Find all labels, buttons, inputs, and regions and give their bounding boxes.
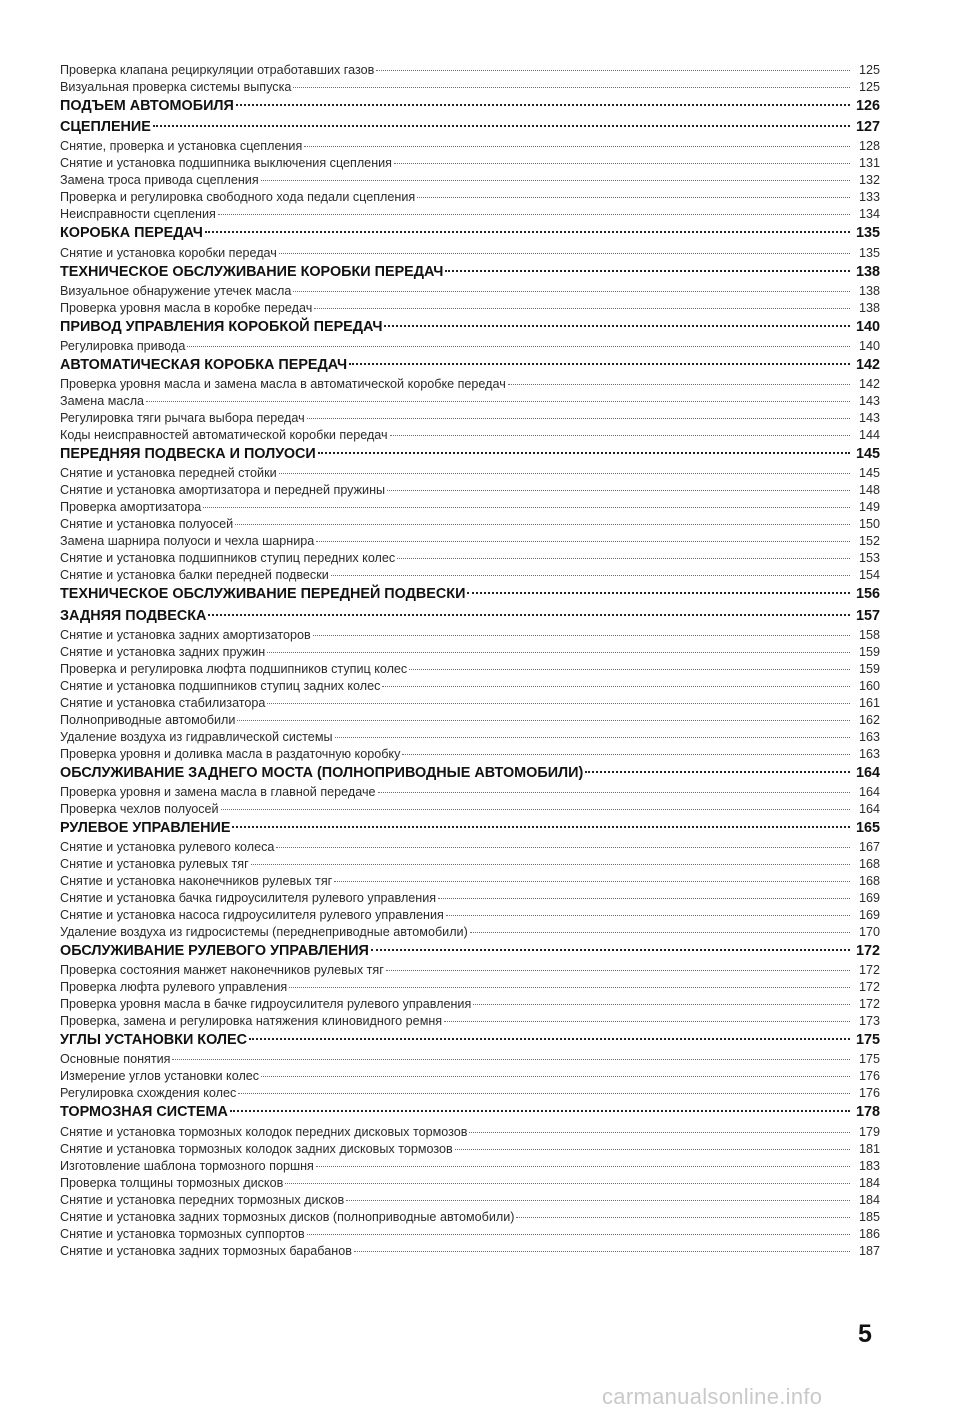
toc-subsection-entry — [60, 1226, 880, 1243]
entry-page-number: 175 — [855, 1032, 880, 1049]
entry-title: ОБСЛУЖИВАНИЕ ЗАДНЕГО МОСТА (ПОЛНОПРИВОДНЫЕ АВТОМОБИЛИ) — [60, 764, 584, 781]
entry-title: Регулировка схождения колес — [60, 1086, 237, 1101]
toc-subsection-entry — [60, 1068, 880, 1085]
entry-page-number: 164 — [858, 801, 880, 816]
entry-title: Удаление воздуха из гидросистемы (переднеприводные автомобили) — [60, 925, 468, 940]
toc-subsection-entry — [60, 1158, 880, 1175]
entry-title: Основные понятия — [60, 1052, 171, 1067]
entry-page-number: 176 — [858, 1069, 880, 1084]
dot-leader — [387, 490, 850, 491]
entry-title: Снятие и установка тормозных колодок задних дисковых тормозов — [60, 1141, 453, 1156]
dot-leader — [378, 792, 850, 793]
entry-title: Снятие и установка тормозных суппортов — [60, 1226, 305, 1241]
dot-leader — [203, 507, 850, 508]
dot-leader — [237, 720, 850, 721]
entry-title: Проверка чехлов полуосей — [60, 801, 219, 816]
toc-subsection-entry — [60, 155, 880, 172]
dot-leader — [335, 737, 850, 738]
entry-title: СЦЕПЛЕНИЕ — [60, 119, 151, 136]
toc-subsection-entry — [60, 644, 880, 661]
entry-page-number: 150 — [858, 517, 880, 532]
entry-title: ТОРМОЗНАЯ СИСТЕМА — [60, 1104, 228, 1121]
dot-leader — [289, 987, 850, 988]
toc-subsection-entry — [60, 206, 880, 223]
toc-subsection-entry — [60, 1243, 880, 1260]
dot-leader — [313, 635, 850, 636]
toc-subsection-entry — [60, 567, 880, 584]
entry-title: Проверка люфта рулевого управления — [60, 980, 288, 995]
dot-leader — [208, 614, 850, 616]
entry-page-number: 187 — [858, 1243, 880, 1258]
dot-leader — [376, 70, 850, 71]
dot-leader — [293, 291, 850, 292]
entry-title: Снятие и установка передних тормозных дисков — [60, 1192, 345, 1207]
dot-leader — [354, 1251, 850, 1252]
entry-title: Снятие и установка рулевых тяг — [60, 857, 249, 872]
entry-title: Снятие и установка стабилизатора — [60, 695, 266, 710]
entry-page-number: 164 — [858, 784, 880, 799]
toc-subsection-entry — [60, 533, 880, 550]
dot-leader — [261, 180, 850, 181]
dot-leader — [470, 932, 850, 933]
entry-title: Снятие и установка задних амортизаторов — [60, 627, 311, 642]
toc-subsection-entry — [60, 465, 880, 482]
entry-page-number: 126 — [855, 98, 880, 114]
table-of-contents — [60, 62, 880, 1260]
dot-leader — [304, 146, 850, 147]
toc-subsection-entry — [60, 172, 880, 189]
toc-subsection-entry — [60, 801, 880, 818]
dot-leader — [153, 125, 850, 127]
entry-page-number: 167 — [858, 840, 880, 855]
toc-subsection-entry — [60, 729, 880, 746]
toc-subsection-entry — [60, 907, 880, 924]
entry-page-number: 161 — [858, 695, 880, 710]
entry-page-number: 158 — [858, 627, 880, 642]
dot-leader — [238, 1093, 850, 1094]
toc-section-entry — [60, 763, 880, 784]
toc-subsection-entry — [60, 1013, 880, 1030]
toc-subsection-entry — [60, 962, 880, 979]
dot-leader — [446, 915, 850, 916]
entry-title: Проверка уровня масла и замена масла в автоматической коробке передач — [60, 377, 506, 392]
entry-page-number: 181 — [858, 1141, 880, 1156]
watermark: carmanualsonline.info — [602, 1384, 823, 1409]
entry-page-number: 163 — [858, 746, 880, 761]
dot-leader — [346, 1200, 850, 1201]
dot-leader — [394, 163, 850, 164]
entry-page-number: 154 — [858, 568, 880, 583]
entry-title: Проверка уровня и замена масла в главной передаче — [60, 784, 376, 799]
toc-section-entry — [60, 584, 880, 605]
entry-page-number: 156 — [855, 586, 880, 603]
toc-subsection-entry — [60, 890, 880, 907]
entry-title: Изготовление шаблона тормозного поршня — [60, 1158, 314, 1173]
dot-leader — [409, 669, 850, 670]
entry-page-number: 183 — [858, 1158, 880, 1173]
entry-page-number: 162 — [858, 712, 880, 727]
entry-page-number: 125 — [858, 80, 880, 94]
entry-title: Снятие и установка передней стойки — [60, 466, 277, 481]
entry-title: АВТОМАТИЧЕСКАЯ КОРОБКА ПЕРЕДАЧ — [60, 356, 348, 373]
entry-page-number: 172 — [858, 980, 880, 995]
dot-leader — [334, 881, 850, 882]
toc-subsection-entry — [60, 516, 880, 533]
entry-title: Проверка, замена и регулировка натяжения клиновидного ремня — [60, 1014, 443, 1029]
toc-subsection-entry — [60, 695, 880, 712]
entry-title: ЗАДНЯЯ ПОДВЕСКА — [60, 607, 207, 624]
entry-page-number: 127 — [855, 119, 880, 136]
dot-leader — [467, 592, 850, 594]
dot-leader — [318, 452, 850, 454]
toc-subsection-entry — [60, 189, 880, 206]
entry-title: ПОДЪЕМ АВТОМОБИЛЯ — [60, 98, 234, 114]
entry-title: Неисправности сцепления — [60, 207, 216, 222]
dot-leader — [349, 363, 850, 365]
toc-section-entry — [60, 317, 880, 338]
dot-leader — [585, 771, 850, 773]
entry-title: Снятие и установка подшипников ступиц передних колес — [60, 551, 396, 566]
toc-subsection-entry — [60, 245, 880, 262]
entry-page-number: 157 — [855, 607, 880, 624]
dot-leader — [146, 401, 850, 402]
dot-leader — [232, 826, 850, 828]
dot-leader — [267, 703, 850, 704]
toc-subsection-entry — [60, 873, 880, 890]
dot-leader — [261, 1076, 850, 1077]
dot-leader — [386, 970, 850, 971]
toc-subsection-entry — [60, 979, 880, 996]
entry-page-number: 168 — [858, 857, 880, 872]
toc-section-entry — [60, 96, 880, 117]
toc-subsection-entry — [60, 79, 880, 96]
toc-subsection-entry — [60, 138, 880, 155]
toc-subsection-entry — [60, 839, 880, 856]
toc-section-entry — [60, 1102, 880, 1123]
dot-leader — [267, 652, 850, 653]
entry-title: Снятие и установка подшипника выключения сцепления — [60, 156, 393, 171]
entry-page-number: 145 — [855, 446, 880, 463]
dot-leader — [371, 949, 850, 951]
entry-page-number: 132 — [858, 173, 880, 188]
toc-section-entry — [60, 117, 880, 138]
toc-subsection-entry — [60, 661, 880, 678]
entry-page-number: 169 — [858, 908, 880, 923]
toc-section-entry — [60, 223, 880, 244]
entry-title: Снятие и установка полуосей — [60, 517, 234, 532]
entry-title: Проверка толщины тормозных дисков — [60, 1175, 284, 1190]
dot-leader — [279, 473, 850, 474]
entry-page-number: 176 — [858, 1086, 880, 1101]
dot-leader — [249, 1038, 850, 1040]
toc-subsection-entry — [60, 499, 880, 516]
entry-page-number: 179 — [858, 1124, 880, 1139]
dot-leader — [445, 270, 850, 272]
entry-page-number: 135 — [855, 225, 880, 242]
entry-title: Снятие и установка насоса гидроусилителя рулевого управления — [60, 908, 444, 923]
entry-title: Визуальная проверка системы выпуска — [60, 80, 292, 94]
dot-leader — [508, 384, 850, 385]
entry-title: Снятие и установка тормозных колодок передних дисковых тормозов — [60, 1124, 468, 1139]
dot-leader — [469, 1132, 850, 1133]
entry-title: Снятие и установка задних тормозных дисков (полноприводные автомобили) — [60, 1209, 515, 1224]
dot-leader — [384, 325, 850, 327]
entry-page-number: 143 — [858, 411, 880, 426]
toc-subsection-entry — [60, 678, 880, 695]
entry-title: Проверка амортизатора — [60, 500, 202, 515]
toc-subsection-entry — [60, 376, 880, 393]
toc-section-entry — [60, 606, 880, 627]
entry-title: Проверка и регулировка люфта подшипников ступиц колес — [60, 661, 408, 676]
dot-leader — [285, 1183, 850, 1184]
entry-page-number: 138 — [858, 283, 880, 298]
dot-leader — [218, 214, 850, 215]
toc-section-entry — [60, 355, 880, 376]
entry-page-number: 143 — [858, 394, 880, 409]
entry-page-number: 160 — [858, 678, 880, 693]
dot-leader — [230, 1110, 850, 1112]
dot-leader — [314, 308, 850, 309]
toc-subsection-entry — [60, 1124, 880, 1141]
entry-page-number: 184 — [858, 1175, 880, 1190]
toc-subsection-entry — [60, 410, 880, 427]
toc-subsection-entry — [60, 1085, 880, 1102]
toc-subsection-entry — [60, 712, 880, 729]
entry-title: Снятие и установка задних тормозных барабанов — [60, 1243, 352, 1258]
dot-leader — [390, 435, 850, 436]
entry-page-number: 172 — [858, 997, 880, 1012]
entry-page-number: 135 — [858, 245, 880, 260]
dot-leader — [279, 253, 850, 254]
entry-title: Замена масла — [60, 394, 145, 409]
entry-title: УГЛЫ УСТАНОВКИ КОЛЕС — [60, 1032, 248, 1049]
entry-title: Замена шарнира полуоси и чехла шарнира — [60, 534, 315, 549]
dot-leader — [316, 1166, 850, 1167]
entry-page-number: 125 — [858, 63, 880, 77]
entry-title: Проверка уровня масла в коробке передач — [60, 300, 313, 315]
entry-page-number: 184 — [858, 1192, 880, 1207]
entry-title: Проверка состояния манжет наконечников рулевых тяг — [60, 963, 384, 978]
toc-subsection-entry — [60, 62, 880, 79]
entry-page-number: 134 — [858, 207, 880, 222]
dot-leader — [402, 754, 850, 755]
entry-title: ТЕХНИЧЕСКОЕ ОБСЛУЖИВАНИЕ ПЕРЕДНЕЙ ПОДВЕСКИ — [60, 586, 466, 603]
entry-page-number: 159 — [858, 661, 880, 676]
entry-page-number: 173 — [858, 1014, 880, 1029]
toc-section-entry — [60, 818, 880, 839]
dot-leader — [307, 418, 850, 419]
entry-title: Проверка уровня масла в бачке гидроусилителя рулевого управления — [60, 997, 472, 1012]
entry-title: Измерение углов установки колес — [60, 1069, 260, 1084]
toc-subsection-entry — [60, 924, 880, 941]
toc-subsection-entry — [60, 746, 880, 763]
entry-page-number: 142 — [855, 356, 880, 373]
toc-subsection-entry — [60, 627, 880, 644]
entry-title: Снятие и установка бачка гидроусилителя рулевого управления — [60, 891, 437, 906]
toc-subsection-entry — [60, 283, 880, 300]
toc-subsection-entry — [60, 427, 880, 444]
toc-subsection-entry — [60, 482, 880, 499]
dot-leader — [187, 346, 850, 347]
dot-leader — [293, 87, 850, 88]
entry-title: Снятие и установка наконечников рулевых тяг — [60, 874, 333, 889]
entry-page-number: 172 — [858, 963, 880, 978]
entry-title: Удаление воздуха из гидравлической системы — [60, 729, 333, 744]
entry-title: Снятие и установка балки передней подвески — [60, 568, 329, 583]
entry-title: Снятие, проверка и установка сцепления — [60, 139, 303, 154]
dot-leader — [236, 104, 850, 106]
toc-subsection-entry — [60, 1141, 880, 1158]
toc-section-entry — [60, 941, 880, 962]
entry-page-number: 164 — [855, 764, 880, 781]
dot-leader — [307, 1234, 850, 1235]
entry-title: РУЛЕВОЕ УПРАВЛЕНИЕ — [60, 819, 231, 836]
entry-title: КОРОБКА ПЕРЕДАЧ — [60, 225, 203, 242]
toc-subsection-entry — [60, 338, 880, 355]
entry-page-number: 133 — [858, 190, 880, 205]
entry-page-number: 149 — [858, 500, 880, 515]
entry-title: Снятие и установка задних пружин — [60, 644, 266, 659]
entry-page-number: 159 — [858, 644, 880, 659]
dot-leader — [205, 231, 850, 233]
entry-page-number: 153 — [858, 551, 880, 566]
entry-page-number: 138 — [858, 300, 880, 315]
dot-leader — [221, 809, 850, 810]
entry-title: ТЕХНИЧЕСКОЕ ОБСЛУЖИВАНИЕ КОРОБКИ ПЕРЕДАЧ — [60, 263, 444, 280]
entry-page-number: 142 — [858, 377, 880, 392]
entry-title: ПРИВОД УПРАВЛЕНИЯ КОРОБКОЙ ПЕРЕДАЧ — [60, 318, 383, 335]
toc-subsection-entry — [60, 1192, 880, 1209]
entry-title: Регулировка тяги рычага выбора передач — [60, 411, 305, 426]
toc-subsection-entry — [60, 300, 880, 317]
toc-section-entry — [60, 444, 880, 465]
dot-leader — [473, 1004, 850, 1005]
toc-subsection-entry — [60, 784, 880, 801]
entry-page-number: 138 — [855, 263, 880, 280]
toc-section-entry — [60, 262, 880, 283]
entry-page-number: 131 — [858, 156, 880, 171]
toc-section-entry — [60, 1030, 880, 1051]
entry-title: Регулировка привода — [60, 338, 186, 353]
entry-page-number: 169 — [858, 891, 880, 906]
dot-leader — [382, 686, 850, 687]
dot-leader — [397, 558, 850, 559]
entry-title: ОБСЛУЖИВАНИЕ РУЛЕВОГО УПРАВЛЕНИЯ — [60, 943, 369, 960]
dot-leader — [316, 541, 850, 542]
toc-subsection-entry — [60, 1051, 880, 1068]
dot-leader — [516, 1217, 850, 1218]
entry-page-number: 145 — [858, 466, 880, 481]
entry-page-number: 140 — [858, 338, 880, 353]
dot-leader — [444, 1021, 850, 1022]
entry-title: Визуальное обнаружение утечек масла — [60, 283, 292, 298]
dot-leader — [172, 1059, 850, 1060]
dot-leader — [276, 847, 850, 848]
entry-page-number: 144 — [858, 428, 880, 443]
entry-title: Снятие и установка амортизатора и передней пружины — [60, 483, 386, 498]
entry-page-number: 128 — [858, 139, 880, 154]
entry-title: Проверка клапана рециркуляции отработавших газов — [60, 63, 375, 77]
entry-title: Проверка уровня и доливка масла в раздаточную коробку — [60, 746, 401, 761]
entry-title: Коды неисправностей автоматической коробки передач — [60, 428, 388, 443]
entry-title: Замена троса привода сцепления — [60, 173, 259, 188]
entry-page-number: 148 — [858, 483, 880, 498]
entry-page-number: 168 — [858, 874, 880, 889]
toc-subsection-entry — [60, 1209, 880, 1226]
dot-leader — [438, 898, 850, 899]
toc-subsection-entry — [60, 856, 880, 873]
entry-page-number: 172 — [855, 943, 880, 960]
entry-title: ПЕРЕДНЯЯ ПОДВЕСКА И ПОЛУОСИ — [60, 446, 316, 463]
entry-title: Полноприводные автомобили — [60, 712, 236, 727]
toc-subsection-entry — [60, 550, 880, 567]
page-number: 5 — [858, 1320, 872, 1348]
dot-leader — [235, 524, 850, 525]
entry-page-number: 165 — [855, 819, 880, 836]
dot-leader — [417, 197, 850, 198]
dot-leader — [455, 1149, 850, 1150]
entry-page-number: 163 — [858, 729, 880, 744]
entry-page-number: 175 — [858, 1052, 880, 1067]
entry-title: Снятие и установка подшипников ступиц задних колес — [60, 678, 381, 693]
dot-leader — [331, 575, 850, 576]
toc-subsection-entry — [60, 996, 880, 1013]
entry-page-number: 178 — [855, 1104, 880, 1121]
entry-title: Снятие и установка коробки передач — [60, 245, 277, 260]
entry-page-number: 140 — [855, 318, 880, 335]
dot-leader — [251, 864, 850, 865]
toc-subsection-entry — [60, 1175, 880, 1192]
entry-title: Снятие и установка рулевого колеса — [60, 840, 275, 855]
entry-page-number: 152 — [858, 534, 880, 549]
entry-page-number: 186 — [858, 1226, 880, 1241]
entry-page-number: 170 — [858, 925, 880, 940]
toc-subsection-entry — [60, 393, 880, 410]
entry-title: Проверка и регулировка свободного хода педали сцепления — [60, 190, 416, 205]
entry-page-number: 185 — [858, 1209, 880, 1224]
